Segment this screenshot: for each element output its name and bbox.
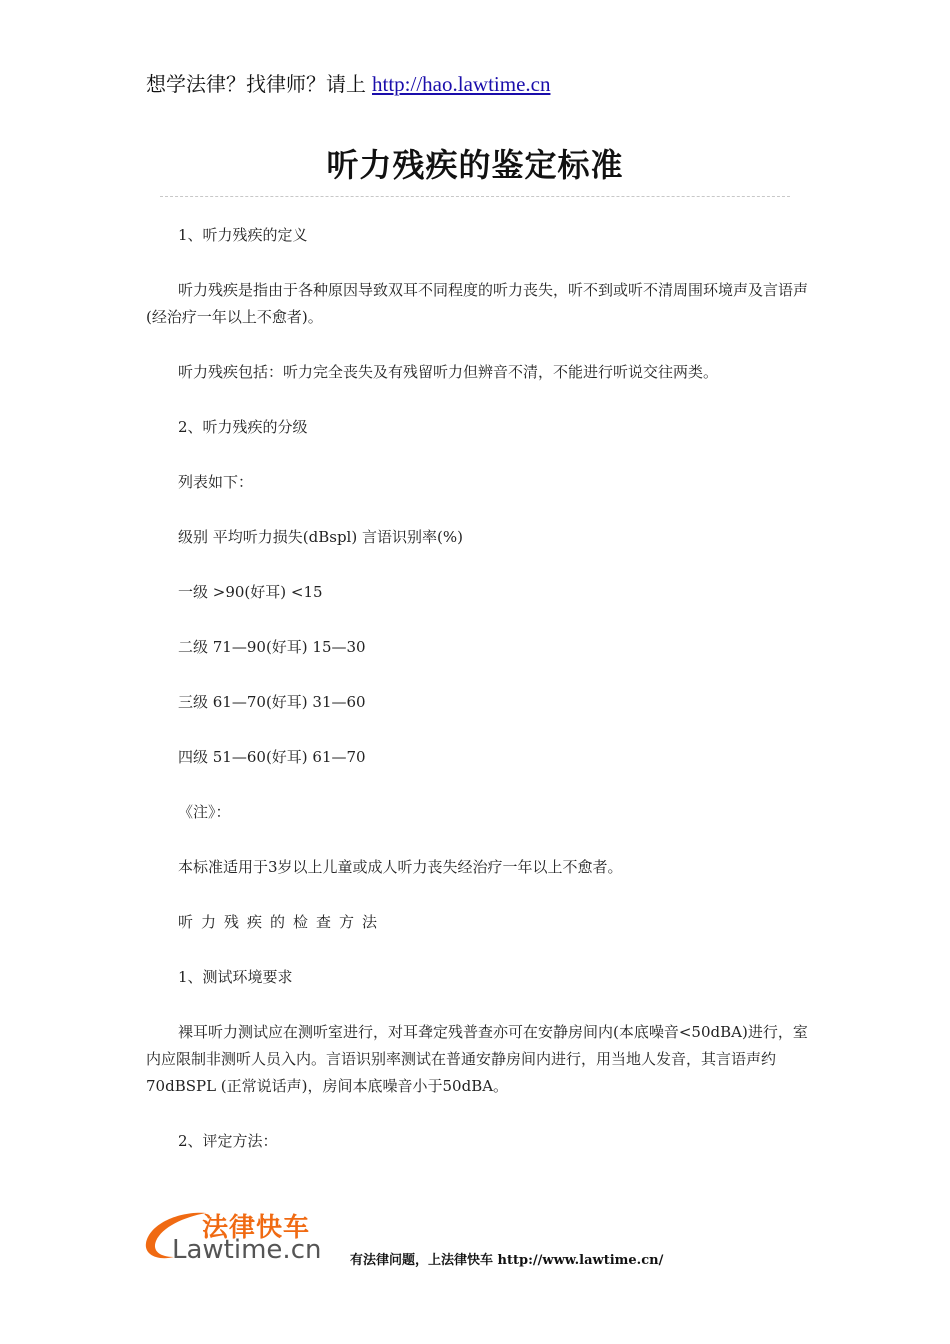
document-title: 听力残疾的鉴定标准: [326, 146, 624, 184]
header-prompt: 想学法律？找律师？请上: [146, 72, 366, 96]
header-link[interactable]: http://hao.lawtime.cn: [372, 72, 551, 96]
page-footer: [140, 1205, 820, 1275]
grade-row-1: 一级 >90(好耳) <15: [178, 583, 323, 601]
footer-slogan: 有法律问题，上法律快车 http://www.lawtime.cn/: [350, 1253, 664, 1268]
section-heading-methods: 听力残疾的检查方法: [178, 913, 386, 931]
logo-english-text: Lawtime.cn: [172, 1235, 322, 1265]
paragraph-environment: 裸耳听力测试应在测听室进行，对耳聋定残普查亦可在安静房间内(本底噪音<50dBA)进行，室内应限制非测听人员入内。言语识别率测试在普通安静房间内进行，用当地人发音，其言语声约70dBSPL (正常说话声)，房间本底噪音小于50dBA。: [146, 1023, 808, 1095]
section-heading-environment: 1、测试环境要求: [178, 968, 293, 986]
page-header: [146, 68, 550, 97]
grade-table-header: 级别 平均听力损失(dBspl) 言语识别率(%): [178, 528, 463, 546]
grade-row-4: 四级 51—60(好耳) 61—70: [178, 748, 366, 766]
section-heading-definition: 1、听力残疾的定义: [178, 226, 308, 244]
section-heading-grading: 2、听力残疾的分级: [178, 418, 308, 436]
paragraph-note: 本标准适用于3岁以上儿童或成人听力丧失经治疗一年以上不愈者。: [178, 858, 623, 876]
note-heading: 《注》：: [178, 803, 231, 821]
paragraph-definition: 听力残疾是指由于各种原因导致双耳不同程度的听力丧失，听不到或听不清周围环境声及言语声(经治疗一年以上不愈者)。: [146, 281, 809, 326]
title-divider: [160, 196, 790, 197]
grade-row-2: 二级 71—90(好耳) 15—30: [178, 638, 366, 656]
grade-row-3: 三级 61—70(好耳) 31—60: [178, 693, 366, 711]
document-body: [146, 222, 810, 1183]
section-heading-evaluation: 2、评定方法：: [178, 1132, 278, 1150]
logo-chinese-text: 法律快车: [202, 1213, 311, 1243]
paragraph-includes: 听力残疾包括：听力完全丧失及有残留听力但辨音不清，不能进行听说交往两类。: [178, 363, 719, 381]
paragraph-list-intro: 列表如下：: [178, 473, 254, 491]
lawtime-logo[interactable]: [140, 1205, 350, 1265]
